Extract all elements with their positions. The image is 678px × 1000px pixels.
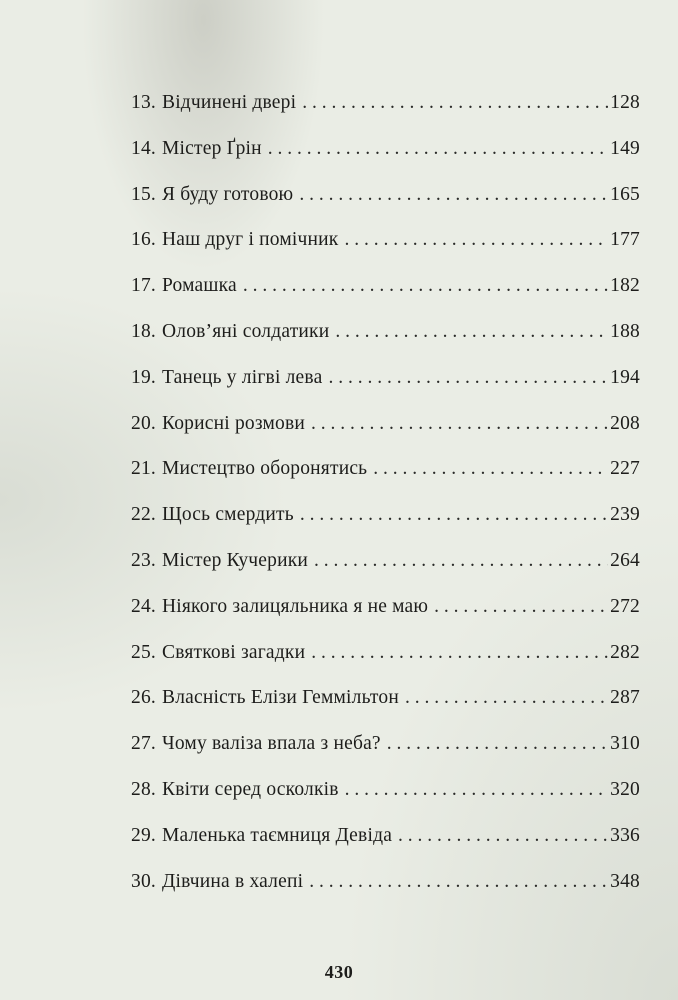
chapter-number: 14. <box>131 137 156 159</box>
page-number: 188 <box>610 320 640 342</box>
entry-label <box>131 825 392 847</box>
page-number: 227 <box>610 458 640 480</box>
entry-label <box>131 367 322 389</box>
entry-label <box>131 550 308 572</box>
dot-leader <box>398 825 608 847</box>
chapter-title: Щось смердить <box>161 504 294 526</box>
chapter-number: 25. <box>131 641 156 663</box>
chapter-title: Містер Кучерики <box>161 549 309 571</box>
entry-label <box>131 413 305 435</box>
dot-leader <box>300 504 608 526</box>
toc-entry <box>131 504 640 550</box>
chapter-title: Ніякого залицяльника я не маю <box>161 595 429 617</box>
chapter-title: Ромашка <box>161 275 237 297</box>
chapter-title: Містер Ґрін <box>161 137 262 159</box>
toc-entry <box>131 413 640 459</box>
toc-entry <box>131 138 640 184</box>
toc-entry <box>131 229 640 275</box>
entry-label <box>131 733 381 755</box>
chapter-number: 29. <box>131 824 156 846</box>
dot-leader <box>314 550 608 572</box>
dot-leader <box>328 367 608 389</box>
entry-label <box>131 184 293 206</box>
page-number: 239 <box>610 504 640 526</box>
entry-label <box>131 229 338 251</box>
entry-label <box>131 642 305 664</box>
chapter-number: 23. <box>131 549 156 571</box>
entry-label <box>131 138 262 160</box>
page-number: 182 <box>610 275 640 297</box>
dot-leader <box>309 871 608 893</box>
dot-leader <box>335 321 608 343</box>
toc-entry <box>131 642 640 688</box>
dot-leader <box>299 184 608 206</box>
chapter-title: Наш друг і помічник <box>161 229 339 251</box>
page-number: 128 <box>610 92 640 113</box>
entry-label <box>131 779 339 801</box>
page-number: 348 <box>610 870 640 892</box>
page-folio: 430 <box>324 962 354 982</box>
chapter-title: Квіти серед осколків <box>161 778 339 800</box>
dot-leader <box>373 458 608 480</box>
entry-label <box>131 504 294 526</box>
page-number: 194 <box>610 366 640 388</box>
toc-entry <box>131 825 640 871</box>
toc-entry <box>131 321 640 367</box>
page-number: 165 <box>610 183 640 205</box>
chapter-number: 21. <box>131 458 156 480</box>
dot-leader <box>345 779 609 801</box>
dot-leader <box>302 92 608 114</box>
chapter-number: 28. <box>131 778 156 800</box>
dot-leader <box>405 687 608 709</box>
dot-leader <box>243 275 608 297</box>
page-number: 208 <box>610 412 640 434</box>
entry-label <box>131 92 296 114</box>
chapter-number: 30. <box>131 870 156 892</box>
chapter-number: 24. <box>131 595 156 617</box>
dot-leader <box>268 138 608 160</box>
dot-leader <box>311 413 608 435</box>
page-number: 149 <box>610 137 640 159</box>
page-number: 272 <box>610 595 640 617</box>
dot-leader <box>434 596 608 618</box>
page-number: 310 <box>610 733 640 755</box>
entry-label <box>131 687 399 709</box>
toc-entry <box>131 367 640 413</box>
table-of-contents <box>131 92 640 916</box>
chapter-title: Відчинені двері <box>161 92 297 113</box>
page-number: 287 <box>610 687 640 709</box>
dot-leader <box>387 733 608 755</box>
chapter-title: Власність Елізи Геммільтон <box>161 687 399 709</box>
dot-leader <box>344 229 608 251</box>
entry-label <box>131 596 428 618</box>
chapter-title: Мистецтво оборонятись <box>161 458 368 480</box>
page-number: 282 <box>610 641 640 663</box>
toc-entry <box>131 871 640 917</box>
chapter-title: Корисні розмови <box>161 412 305 434</box>
toc-entry <box>131 779 640 825</box>
chapter-number: 16. <box>131 229 156 251</box>
chapter-title: Чому валіза впала з неба? <box>161 733 381 755</box>
chapter-title: Дівчина в халепі <box>161 870 304 892</box>
toc-entry <box>131 458 640 504</box>
page-number: 264 <box>610 549 640 571</box>
chapter-number: 19. <box>131 366 156 388</box>
entry-label <box>131 871 303 893</box>
chapter-number: 15. <box>131 183 156 205</box>
toc-entry <box>131 733 640 779</box>
entry-label <box>131 321 329 343</box>
toc-entry <box>131 596 640 642</box>
dot-leader <box>311 642 608 664</box>
chapter-number: 13. <box>131 92 156 113</box>
chapter-number: 27. <box>131 733 156 755</box>
chapter-number: 18. <box>131 320 156 342</box>
toc-entry <box>131 275 640 321</box>
toc-entry <box>131 687 640 733</box>
chapter-title: Олов’яні солдатики <box>161 320 330 342</box>
entry-label <box>131 275 237 297</box>
page-number: 177 <box>610 229 640 251</box>
chapter-number: 26. <box>131 687 156 709</box>
page-number: 336 <box>610 824 640 846</box>
chapter-title: Маленька таємниця Девіда <box>161 824 393 846</box>
chapter-number: 22. <box>131 504 156 526</box>
chapter-title: Я буду готовою <box>161 183 294 205</box>
chapter-number: 17. <box>131 275 156 297</box>
chapter-title: Танець у лігві лева <box>161 366 323 388</box>
chapter-number: 20. <box>131 412 156 434</box>
toc-entry <box>131 184 640 230</box>
page-number: 320 <box>610 778 640 800</box>
chapter-title: Святкові загадки <box>161 641 306 663</box>
entry-label <box>131 458 367 480</box>
toc-entry <box>131 92 640 138</box>
toc-entry <box>131 550 640 596</box>
